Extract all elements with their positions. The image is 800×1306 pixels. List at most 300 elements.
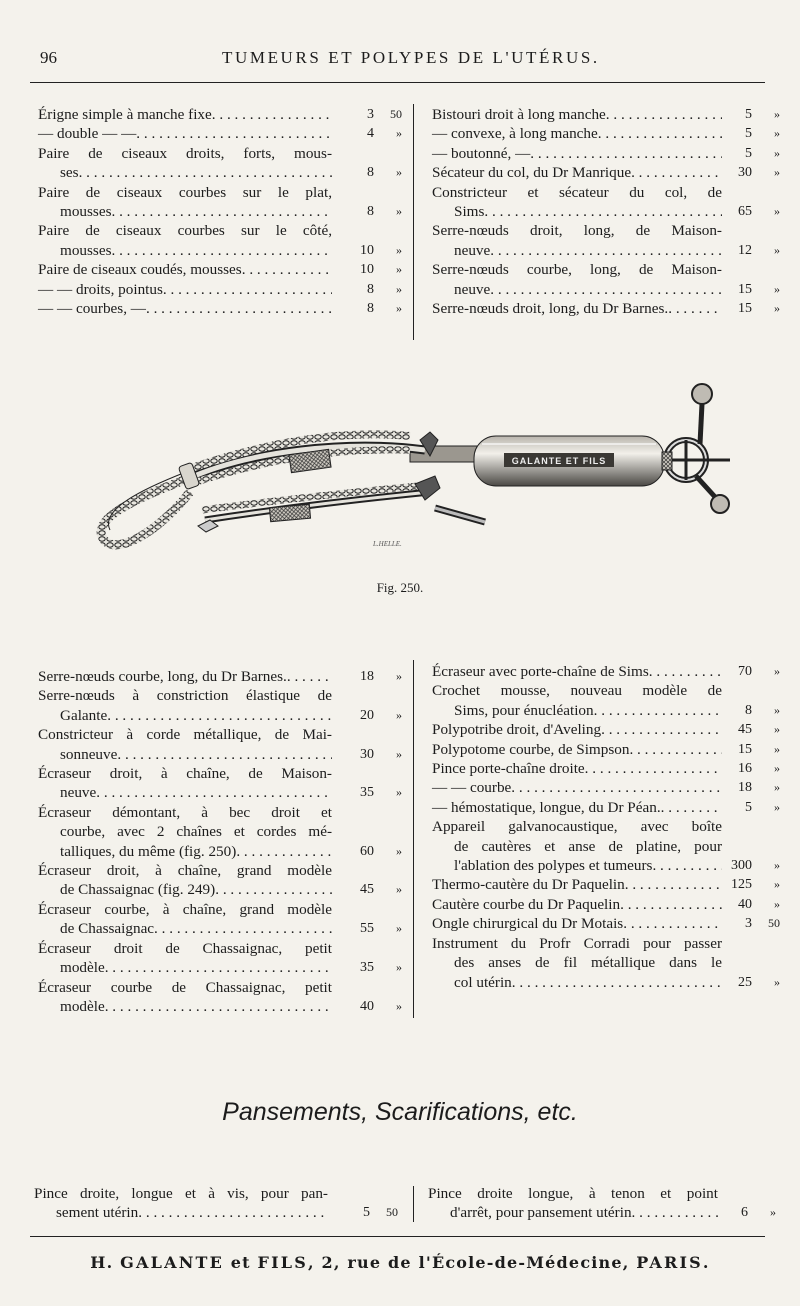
dot-leader [154,919,332,938]
price-francs: 35 [360,960,374,976]
price-francs: 20 [360,707,374,723]
entry-line [38,861,332,880]
price-list-entry [428,1184,776,1223]
price-centimes: » [396,843,402,858]
dot-leader [625,875,722,894]
entry-line [432,856,780,875]
entry-price [352,842,402,861]
entry-price [352,280,402,299]
price-centimes: » [396,921,402,936]
entry-line [432,681,722,700]
price-francs: 8 [367,165,374,181]
entry-text: Serre-nœuds à constriction élastique de [38,687,332,705]
entry-text: Paire de ciseaux droits, forts, mous- [38,144,332,162]
price-centimes: » [774,126,780,141]
entry-text: Serre-nœuds courbe, long, de Maison- [432,261,722,279]
entry-line [432,299,780,318]
price-centimes: » [396,262,402,277]
entry-text: Crochet mousse, nouveau modèle de [432,682,722,700]
footer-rule [30,1236,765,1237]
entry-text: mousses [60,203,112,221]
entry-line [432,260,722,279]
entry-price [722,914,780,933]
column-divider-middle [413,660,414,1018]
entry-line [38,706,402,725]
entry-line [432,144,780,163]
price-francs: 4 [367,126,374,142]
price-centimes: » [396,707,402,722]
price-centimes: » [774,165,780,180]
publisher-footer [0,1253,800,1272]
entry-line [432,163,780,182]
entry-line [38,939,332,958]
entry-line [38,725,332,744]
price-centimes: » [774,741,780,756]
price-list-mid-left [38,667,410,1016]
dot-leader [111,202,332,221]
entry-text: Cautère courbe du Dr Paquelin [432,895,621,913]
entry-price [352,919,402,938]
price-centimes: » [396,669,402,683]
entry-price [722,202,780,221]
price-centimes: 50 [386,1205,398,1220]
price-centimes: » [396,960,402,975]
entry-price [352,163,402,182]
dot-leader [668,299,722,318]
price-centimes: » [396,204,402,219]
price-francs: 6 [741,1205,748,1221]
price-list-entry [38,764,410,803]
entry-line [34,1203,398,1222]
entry-price [352,124,402,143]
footer-city: PARIS [636,1253,703,1272]
price-centimes: » [774,761,780,776]
brand-plate-text: GALANTE ET FILS [511,456,607,466]
price-centimes: » [774,145,780,160]
price-list-entry [432,934,780,992]
price-list-entry [38,686,410,725]
price-francs: 3 [745,916,752,932]
entry-price [722,798,780,817]
entry-line [38,745,402,764]
entry-text: Constricteur à corde métallique, de Mai- [38,726,332,744]
entry-line [432,701,780,720]
price-francs: 125 [731,877,752,893]
entry-line [38,822,332,841]
entry-price [722,856,780,875]
entry-line [38,783,402,802]
entry-text: Sims [454,203,485,221]
price-list-entry [38,260,410,279]
price-list-entry [38,861,410,900]
entry-price [352,667,402,686]
dot-leader [629,740,722,759]
entry-line [38,686,332,705]
price-centimes: » [774,799,780,814]
price-francs: 5 [745,799,752,815]
entry-price [722,241,780,260]
entry-price [722,280,780,299]
entry-price [722,163,780,182]
dot-leader [649,662,722,681]
entry-text: Galante [60,706,108,724]
entry-text: Ongle chirurgical du Dr Motais [432,915,624,933]
price-francs: 45 [738,722,752,738]
entry-line [428,1184,718,1203]
price-centimes: » [396,301,402,316]
entry-text: sonneuve [60,745,118,763]
price-list-entry [432,221,780,260]
price-list-entry [38,803,410,861]
entry-text: de cautères et anse de platine, pour [454,837,722,855]
entry-text: Polypotribe droit, d'Aveling [432,721,602,739]
entry-text: Paire de ciseaux coudés, mousses [38,261,242,279]
price-francs: 5 [363,1205,370,1221]
dot-leader [287,667,332,686]
entry-price [352,202,402,221]
entry-text: Écraseur démontant, à bec droit et [38,803,332,821]
dot-leader [661,798,722,817]
dot-leader [490,280,722,299]
header-rule [30,82,765,83]
price-centimes: » [774,780,780,795]
price-list-bottom-right [428,1184,776,1223]
entry-text: de Chassaignac [60,920,155,938]
price-centimes: » [396,882,402,897]
dot-leader [163,280,332,299]
dot-leader [138,1203,328,1222]
entry-line [432,934,722,953]
entry-text: courbe, avec 2 chaînes et cordes mé- [60,823,332,841]
entry-text: — — droits, pointus [38,280,163,298]
entry-line [34,1184,328,1203]
entry-text: Paire de ciseaux courbes sur le plat, [38,183,332,201]
price-list-entry [432,183,780,222]
entry-price [352,997,402,1016]
entry-line [38,919,402,938]
entry-line [38,105,402,124]
ecraseur-illustration [90,380,740,570]
price-list-entry [38,725,410,764]
section-title: Pansements, Scarifications, etc. [222,1098,578,1126]
column-divider-bottom [413,1186,414,1222]
entry-text: des anses de fil métallique dans le [454,954,722,972]
entry-line [432,105,780,124]
price-centimes: » [774,301,780,316]
price-francs: 10 [360,242,374,258]
dot-leader [511,778,722,797]
entry-text: mousses [60,241,112,259]
entry-text: Polypotome courbe, de Simpson [432,740,630,758]
price-centimes: » [774,702,780,717]
entry-price [352,745,402,764]
dot-leader [242,260,332,279]
entry-line [432,817,722,836]
dot-leader [652,856,722,875]
entry-text: Érigne simple à manche fixe [38,106,212,123]
footer-firm-2: FILS [257,1253,308,1272]
price-centimes: 50 [768,916,780,931]
entry-price [722,740,780,759]
price-centimes: » [774,896,780,911]
entry-text: — boutonné, — [432,144,531,162]
price-list-entry [432,681,780,720]
price-list-entry [432,778,780,797]
price-francs: 8 [367,281,374,297]
entry-line [38,803,332,822]
price-list-entry [432,895,780,914]
price-centimes: » [774,858,780,873]
price-list-top-left [38,105,410,318]
entry-text: Écraseur droit, à chaîne, grand modèle [38,862,332,880]
entry-price [352,958,402,977]
entry-text: Pince droite longue, à tenon et point [428,1185,718,1202]
entry-text: Paire de ciseaux courbes sur le côté, [38,222,332,240]
entry-text: — — courbes, — [38,300,146,318]
entry-line [432,241,780,260]
dot-leader [111,241,332,260]
dot-leader [623,914,722,933]
price-centimes: » [396,242,402,257]
entry-text: Thermo-cautère du Dr Paquelin [432,876,625,894]
price-list-entry [38,124,410,143]
price-list-entry [432,662,780,681]
price-list-entry [432,740,780,759]
entry-text: Serre-nœuds droit, long, de Maison- [432,222,722,240]
price-francs: 60 [360,843,374,859]
price-list-entry [432,163,780,182]
entry-text: Sécateur du col, du Dr Manrique [432,164,632,182]
page-number: 96 [40,48,57,67]
price-list-entry [38,221,410,260]
price-francs: 25 [738,974,752,990]
entry-line [38,900,332,919]
entry-text: Instrument du Profr Corradi pour passer [432,934,722,952]
price-francs: 3 [367,107,374,122]
price-centimes: » [770,1205,776,1220]
entry-text: talliques, du même (fig. 250) [60,842,237,860]
dot-leader [601,720,722,739]
dot-leader [236,842,332,861]
price-francs: 8 [745,702,752,718]
entry-line [432,183,722,202]
entry-text: modèle [60,959,105,977]
entry-price [722,973,780,992]
entry-line [432,914,780,933]
entry-price [352,706,402,725]
entry-line [38,842,402,861]
entry-text: Écraseur droit, à chaîne, de Maison- [38,765,332,783]
entry-line [432,740,780,759]
price-francs: 12 [738,242,752,258]
entry-price [722,105,780,124]
entry-price [722,144,780,163]
entry-line [432,895,780,914]
price-francs: 15 [738,301,752,317]
entry-text: d'arrêt, pour pansement utérin [450,1204,632,1222]
entry-line [38,299,402,318]
entry-text: col utérin [454,973,512,991]
entry-text: Bistouri droit à long manche [432,106,606,123]
price-list-mid-right [432,662,780,992]
entry-text: l'ablation des polypes et tumeurs [454,857,653,875]
dot-leader [594,701,722,720]
price-francs: 40 [738,896,752,912]
price-list-entry [432,759,780,778]
entry-text: Serre-nœuds droit, long, du Dr Barnes. [432,300,669,318]
price-list-bottom-left [34,1184,410,1223]
price-centimes: » [396,785,402,800]
price-list-entry [432,105,780,124]
entry-line [432,798,780,817]
dot-leader [598,124,722,143]
entry-line [38,163,402,182]
entry-line [432,837,722,856]
price-list-entry [432,299,780,318]
entry-line [432,221,722,240]
price-list-entry [432,817,780,875]
dot-leader [117,745,332,764]
column-divider-top [413,104,414,340]
price-francs: 16 [738,761,752,777]
entry-text: neuve [60,784,97,802]
entry-line [38,280,402,299]
price-list-entry [432,720,780,739]
dot-leader [631,163,722,182]
price-centimes: » [396,281,402,296]
dot-leader [136,124,332,143]
price-list-entry [38,978,410,1017]
price-francs: 30 [360,746,374,762]
entry-price [348,1203,398,1222]
price-centimes: » [774,722,780,737]
entry-text: — hémostatique, longue, du Dr Péan. [432,798,661,816]
price-francs: 300 [731,858,752,874]
entry-line [432,875,780,894]
entry-price [722,701,780,720]
price-francs: 18 [360,669,374,684]
price-list-entry [432,798,780,817]
price-francs: 10 [360,262,374,278]
price-list-entry [432,144,780,163]
dot-leader [530,144,722,163]
entry-line [38,241,402,260]
dot-leader [484,202,722,221]
price-list-top-right [432,105,780,318]
entry-text: modèle [60,997,105,1015]
entry-price [722,299,780,318]
dot-leader [212,105,332,124]
footer-prefix: H. [90,1253,121,1272]
price-francs: 70 [738,664,752,679]
price-francs: 5 [745,126,752,142]
entry-text: Écraseur courbe de Chassaignac, petit [38,978,332,996]
price-list-entry [432,875,780,894]
price-centimes: 50 [390,107,402,121]
entry-price [722,895,780,914]
price-francs: 8 [367,204,374,220]
dot-leader [490,241,722,260]
dot-leader [606,105,722,124]
entry-text: sement utérin [56,1204,139,1222]
entry-price [352,880,402,899]
entry-line [38,880,402,899]
price-centimes: » [774,877,780,892]
entry-text: de Chassaignac (fig. 249) [60,881,216,899]
entry-price [722,759,780,778]
entry-line [432,280,780,299]
entry-line [432,720,780,739]
entry-text: ses [60,164,79,182]
entry-text: Écraseur droit de Chassaignac, petit [38,939,332,957]
price-list-entry [432,124,780,143]
entry-text: neuve [454,241,491,259]
entry-text: Pince porte-chaîne droite [432,760,585,778]
entry-line [38,124,402,143]
ecraseur-engraving [90,380,740,570]
entry-text: Écraseur avec porte-chaîne de Sims [432,663,649,680]
entry-price [722,124,780,143]
entry-price [352,241,402,260]
price-list-entry [38,144,410,183]
figure-caption: Fig. 250. [376,580,424,595]
price-list-entry [38,183,410,222]
price-francs: 15 [738,281,752,297]
price-list-entry [432,914,780,933]
price-francs: 5 [745,145,752,161]
entry-line [38,764,332,783]
entry-line [432,124,780,143]
entry-line [38,183,332,202]
price-francs: 8 [367,301,374,317]
price-list-entry [38,299,410,318]
dot-leader [105,997,332,1016]
entry-line [38,997,402,1016]
price-list-entry [38,105,410,124]
entry-price [722,778,780,797]
footer-firm: GALANTE [120,1253,225,1272]
price-centimes: » [774,204,780,219]
price-list-entry [38,939,410,978]
price-list-entry [38,900,410,939]
entry-line [38,202,402,221]
entry-text: — convexe, à long manche [432,125,598,143]
page-title: TUMEURS ET POLYPES DE L'UTÉRUS. [222,48,600,67]
entry-price [352,105,402,124]
entry-line [38,221,332,240]
price-centimes: » [396,165,402,180]
dot-leader [632,1203,718,1222]
entry-price [352,299,402,318]
entry-text: Pince droite, longue et à vis, pour pan- [34,1185,328,1202]
price-list-entry [38,667,410,686]
entry-price [722,720,780,739]
entry-line [432,202,780,221]
entry-line [38,667,402,686]
entry-text: Constricteur et sécateur du col, de [432,183,722,201]
price-francs: 5 [745,107,752,122]
price-francs: 15 [738,741,752,757]
entry-price [718,1203,776,1222]
entry-text: — — courbe [432,779,512,797]
entry-text: neuve [454,280,491,298]
price-francs: 55 [360,921,374,937]
price-francs: 18 [738,780,752,796]
footer-and: et [224,1253,258,1272]
price-francs: 40 [360,998,374,1014]
dot-leader [215,880,332,899]
price-centimes: » [774,664,780,678]
